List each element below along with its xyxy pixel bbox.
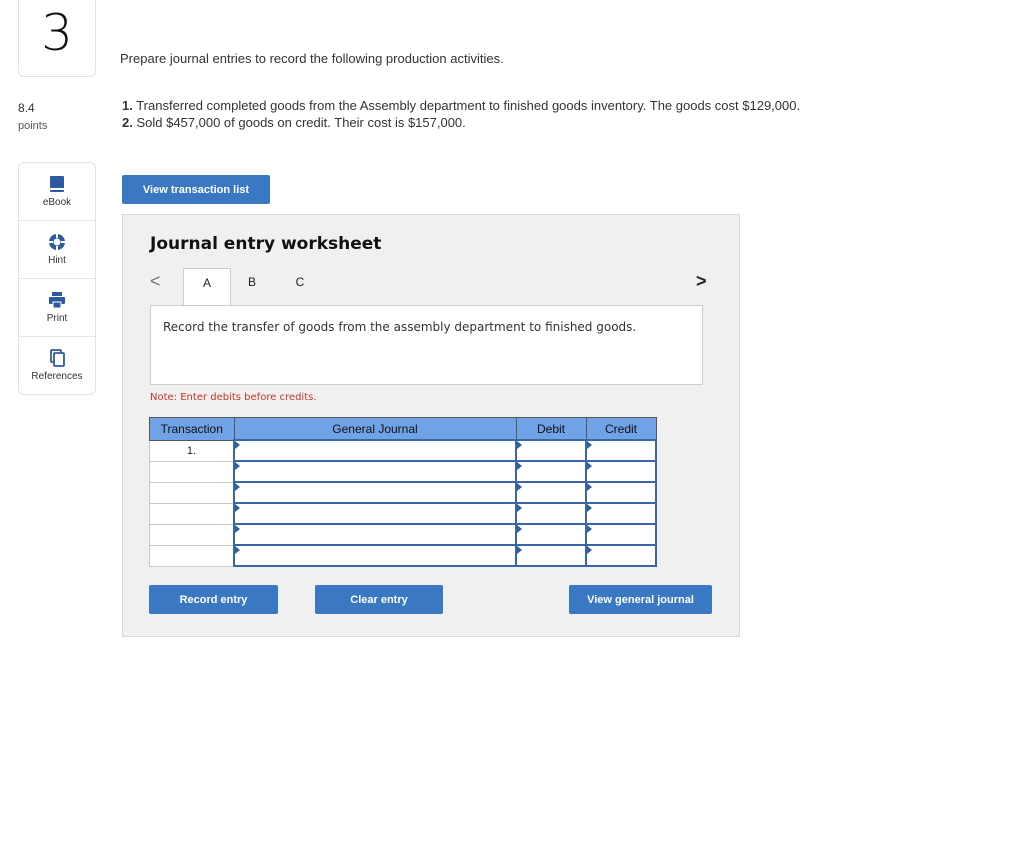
transaction-cell	[150, 524, 235, 545]
tab-c[interactable]: C	[295, 275, 305, 289]
transaction-cell	[150, 545, 235, 566]
transaction-cell	[150, 482, 235, 503]
transaction-cell	[150, 503, 235, 524]
debit-input[interactable]	[516, 482, 586, 503]
account-input[interactable]	[234, 503, 516, 524]
debit-input[interactable]	[516, 461, 586, 482]
transaction-cell	[150, 461, 235, 482]
account-input[interactable]	[234, 545, 516, 566]
account-input[interactable]	[234, 461, 516, 482]
table-row	[150, 461, 657, 482]
debit-input[interactable]	[516, 545, 586, 566]
account-input[interactable]	[234, 524, 516, 545]
activity-list	[122, 97, 800, 131]
instruction-box	[150, 305, 703, 385]
book-icon	[47, 175, 67, 193]
tool-label: Hint	[48, 255, 66, 266]
tool-ebook[interactable]	[19, 163, 95, 221]
lifebuoy-icon	[47, 233, 67, 251]
record-entry-button[interactable]: Record entry	[149, 585, 278, 614]
instruction-text: Record the transfer of goods from the assembly department to finished goods.	[163, 320, 637, 334]
column-header-general-journal: General Journal	[234, 418, 516, 441]
table-row	[150, 545, 657, 566]
credit-input[interactable]	[586, 440, 656, 461]
points-value: 8.4	[18, 101, 35, 115]
credit-input[interactable]	[586, 461, 656, 482]
credit-input[interactable]	[586, 524, 656, 545]
credit-input[interactable]	[586, 503, 656, 524]
tool-label: eBook	[42, 197, 72, 208]
question-prompt: Prepare journal entries to record the following production activities.	[120, 51, 504, 66]
column-header-credit: Credit	[586, 418, 656, 441]
journal-table	[149, 417, 657, 567]
tool-references[interactable]	[19, 337, 95, 394]
copy-icon	[47, 349, 67, 367]
question-number: 3	[41, 4, 73, 62]
points-label: points	[18, 120, 48, 132]
credit-input[interactable]	[586, 545, 656, 566]
worksheet-title: Journal entry worksheet	[150, 234, 382, 254]
tab-b[interactable]: B	[247, 275, 256, 289]
prev-arrow-icon[interactable]: <	[150, 271, 161, 291]
tool-label: Print	[46, 313, 68, 324]
transaction-cell: 1.	[150, 440, 235, 461]
table-row	[150, 440, 657, 461]
table-row	[150, 503, 657, 524]
tool-print[interactable]	[19, 279, 95, 337]
tool-hint[interactable]	[19, 221, 95, 279]
view-general-journal-button[interactable]: View general journal	[569, 585, 712, 614]
question-number-box	[18, 0, 96, 77]
activity-item: 2. Sold $457,000 of goods on credit. Their cost is $157,000.	[122, 115, 466, 130]
note-text: Note: Enter debits before credits.	[150, 392, 317, 403]
printer-icon	[47, 291, 67, 309]
debit-input[interactable]	[516, 524, 586, 545]
debit-input[interactable]	[516, 440, 586, 461]
clear-entry-button[interactable]: Clear entry	[315, 585, 443, 614]
debit-input[interactable]	[516, 503, 586, 524]
account-input[interactable]	[234, 440, 516, 461]
tools-panel	[18, 162, 96, 395]
column-header-transaction: Transaction	[150, 418, 235, 441]
view-transaction-list-button[interactable]: View transaction list	[122, 175, 270, 204]
table-row	[150, 482, 657, 503]
journal-worksheet	[122, 214, 740, 637]
tool-label: References	[31, 371, 83, 382]
next-arrow-icon[interactable]: >	[696, 271, 707, 291]
tab-a[interactable]: A	[183, 268, 231, 307]
credit-input[interactable]	[586, 482, 656, 503]
account-input[interactable]	[234, 482, 516, 503]
table-row	[150, 524, 657, 545]
column-header-debit: Debit	[516, 418, 586, 441]
activity-item: 1. Transferred completed goods from the Assembly department to finished goods inventory. The goods cost $129,000.	[122, 98, 801, 113]
